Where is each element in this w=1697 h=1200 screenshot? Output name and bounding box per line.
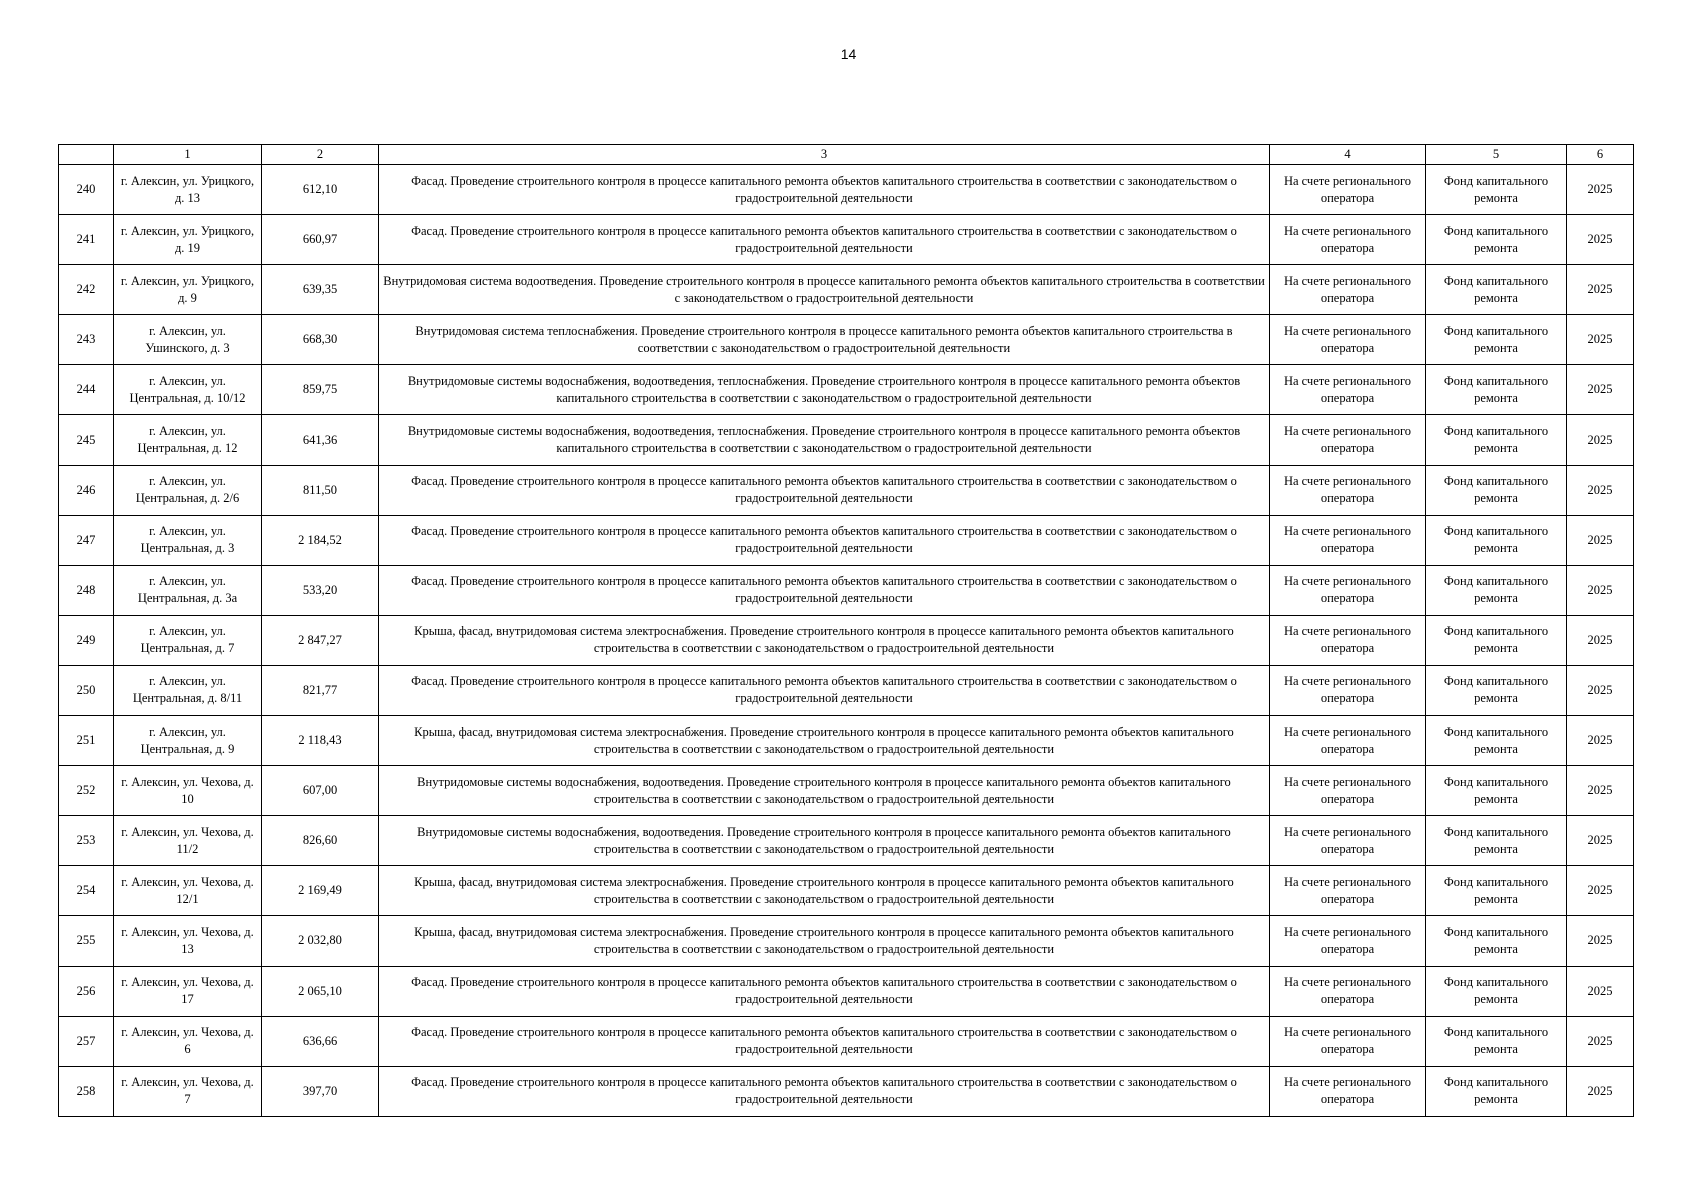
cell-area: 660,97 — [262, 215, 379, 265]
cell-num: 244 — [59, 365, 114, 415]
cell-works: Внутридомовые системы водоснабжения, водоотведения. Проведение строительного контроля в процессе капитального ремонта объектов капитального строительства в соответствии с законодательством о градостроительной деятельности — [379, 816, 1270, 866]
cell-account: На счете регионального оператора — [1270, 465, 1426, 515]
cell-year: 2025 — [1567, 265, 1634, 315]
cell-works: Крыша, фасад, внутридомовая система электроснабжения. Проведение строительного контроля в процессе капитального ремонта объектов капитального строительства в соответствии с законодательством о градостроительной деятельности — [379, 866, 1270, 916]
cell-address: г. Алексин, ул. Чехова, д. 17 — [114, 966, 262, 1016]
cell-works: Внутридомовая система водоотведения. Проведение строительного контроля в процессе капитального ремонта объектов капитального строительства в соответствии с законодательством о градостроительной деятельности — [379, 265, 1270, 315]
cell-account: На счете регионального оператора — [1270, 565, 1426, 615]
cell-works: Фасад. Проведение строительного контроля в процессе капитального ремонта объектов капитального строительства в соответствии с законодательством о градостроительной деятельности — [379, 565, 1270, 615]
cell-address: г. Алексин, ул. Центральная, д. 2/6 — [114, 465, 262, 515]
cell-address: г. Алексин, ул. Ушинского, д. 3 — [114, 315, 262, 365]
cell-account: На счете регионального оператора — [1270, 415, 1426, 465]
cell-address: г. Алексин, ул. Центральная, д. 9 — [114, 716, 262, 766]
cell-works: Фасад. Проведение строительного контроля в процессе капитального ремонта объектов капитального строительства в соответствии с законодательством о градостроительной деятельности — [379, 1016, 1270, 1066]
cell-source: Фонд капитального ремонта — [1426, 916, 1567, 966]
capital-repair-table — [58, 144, 1634, 1117]
table-row — [59, 766, 1634, 816]
cell-address: г. Алексин, ул. Центральная, д. 10/12 — [114, 365, 262, 415]
header-cell-3: 3 — [379, 145, 1270, 165]
cell-area: 612,10 — [262, 165, 379, 215]
cell-address: г. Алексин, ул. Чехова, д. 7 — [114, 1066, 262, 1116]
cell-year: 2025 — [1567, 365, 1634, 415]
cell-address: г. Алексин, ул. Центральная, д. 7 — [114, 615, 262, 665]
cell-account: На счете регионального оператора — [1270, 265, 1426, 315]
cell-source: Фонд капитального ремонта — [1426, 465, 1567, 515]
cell-address: г. Алексин, ул. Урицкого, д. 19 — [114, 215, 262, 265]
cell-address: г. Алексин, ул. Чехова, д. 6 — [114, 1016, 262, 1066]
cell-account: На счете регионального оператора — [1270, 1066, 1426, 1116]
header-row — [59, 145, 1634, 165]
header-cell-num — [59, 145, 114, 165]
cell-area: 2 065,10 — [262, 966, 379, 1016]
cell-num: 245 — [59, 415, 114, 465]
cell-works: Крыша, фасад, внутридомовая система электроснабжения. Проведение строительного контроля в процессе капитального ремонта объектов капитального строительства в соответствии с законодательством о градостроительной деятельности — [379, 716, 1270, 766]
cell-source: Фонд капитального ремонта — [1426, 866, 1567, 916]
cell-works: Фасад. Проведение строительного контроля в процессе капитального ремонта объектов капитального строительства в соответствии с законодательством о градостроительной деятельности — [379, 966, 1270, 1016]
cell-year: 2025 — [1567, 465, 1634, 515]
table-row — [59, 415, 1634, 465]
cell-works: Фасад. Проведение строительного контроля в процессе капитального ремонта объектов капитального строительства в соответствии с законодательством о градостроительной деятельности — [379, 515, 1270, 565]
page-number: 14 — [840, 46, 857, 62]
cell-area: 2 847,27 — [262, 615, 379, 665]
cell-area: 397,70 — [262, 1066, 379, 1116]
cell-area: 811,50 — [262, 465, 379, 515]
cell-num: 256 — [59, 966, 114, 1016]
header-cell-4: 4 — [1270, 145, 1426, 165]
cell-address: г. Алексин, ул. Урицкого, д. 13 — [114, 165, 262, 215]
cell-num: 251 — [59, 716, 114, 766]
cell-num: 253 — [59, 816, 114, 866]
cell-area: 636,66 — [262, 1016, 379, 1066]
cell-source: Фонд капитального ремонта — [1426, 966, 1567, 1016]
cell-year: 2025 — [1567, 615, 1634, 665]
cell-year: 2025 — [1567, 916, 1634, 966]
cell-source: Фонд капитального ремонта — [1426, 615, 1567, 665]
cell-account: На счете регионального оператора — [1270, 816, 1426, 866]
cell-account: На счете регионального оператора — [1270, 966, 1426, 1016]
cell-num: 258 — [59, 1066, 114, 1116]
table-row — [59, 665, 1634, 715]
cell-source: Фонд капитального ремонта — [1426, 565, 1567, 615]
cell-area: 668,30 — [262, 315, 379, 365]
cell-area: 2 184,52 — [262, 515, 379, 565]
cell-address: г. Алексин, ул. Центральная, д. 12 — [114, 415, 262, 465]
cell-address: г. Алексин, ул. Центральная, д. 3а — [114, 565, 262, 615]
cell-works: Крыша, фасад, внутридомовая система электроснабжения. Проведение строительного контроля в процессе капитального ремонта объектов капитального строительства в соответствии с законодательством о градостроительной деятельности — [379, 916, 1270, 966]
table-row — [59, 1016, 1634, 1066]
cell-source: Фонд капитального ремонта — [1426, 1066, 1567, 1116]
cell-source: Фонд капитального ремонта — [1426, 665, 1567, 715]
cell-area: 2 169,49 — [262, 866, 379, 916]
cell-year: 2025 — [1567, 515, 1634, 565]
cell-area: 826,60 — [262, 816, 379, 866]
cell-year: 2025 — [1567, 866, 1634, 916]
cell-source: Фонд капитального ремонта — [1426, 215, 1567, 265]
cell-account: На счете регионального оператора — [1270, 215, 1426, 265]
table-row — [59, 265, 1634, 315]
cell-num: 240 — [59, 165, 114, 215]
table-row — [59, 966, 1634, 1016]
cell-num: 249 — [59, 615, 114, 665]
cell-num: 243 — [59, 315, 114, 365]
cell-address: г. Алексин, ул. Центральная, д. 8/11 — [114, 665, 262, 715]
cell-source: Фонд капитального ремонта — [1426, 1016, 1567, 1066]
cell-source: Фонд капитального ремонта — [1426, 766, 1567, 816]
header-cell-2: 2 — [262, 145, 379, 165]
cell-works: Фасад. Проведение строительного контроля в процессе капитального ремонта объектов капитального строительства в соответствии с законодательством о градостроительной деятельности — [379, 215, 1270, 265]
cell-area: 639,35 — [262, 265, 379, 315]
cell-source: Фонд капитального ремонта — [1426, 415, 1567, 465]
cell-num: 242 — [59, 265, 114, 315]
cell-source: Фонд капитального ремонта — [1426, 165, 1567, 215]
table-row — [59, 615, 1634, 665]
cell-num: 241 — [59, 215, 114, 265]
cell-year: 2025 — [1567, 966, 1634, 1016]
table-row — [59, 315, 1634, 365]
header-cell-6: 6 — [1567, 145, 1634, 165]
table-row — [59, 465, 1634, 515]
cell-works: Фасад. Проведение строительного контроля в процессе капитального ремонта объектов капитального строительства в соответствии с законодательством о градостроительной деятельности — [379, 165, 1270, 215]
cell-account: На счете регионального оператора — [1270, 315, 1426, 365]
cell-account: На счете регионального оператора — [1270, 365, 1426, 415]
cell-address: г. Алексин, ул. Чехова, д. 11/2 — [114, 816, 262, 866]
cell-year: 2025 — [1567, 665, 1634, 715]
cell-works: Фасад. Проведение строительного контроля в процессе капитального ремонта объектов капитального строительства в соответствии с законодательством о градостроительной деятельности — [379, 665, 1270, 715]
table-row — [59, 565, 1634, 615]
cell-area: 641,36 — [262, 415, 379, 465]
table-row — [59, 716, 1634, 766]
cell-num: 257 — [59, 1016, 114, 1066]
cell-year: 2025 — [1567, 1016, 1634, 1066]
cell-works: Фасад. Проведение строительного контроля в процессе капитального ремонта объектов капитального строительства в соответствии с законодательством о градостроительной деятельности — [379, 465, 1270, 515]
cell-num: 254 — [59, 866, 114, 916]
cell-area: 607,00 — [262, 766, 379, 816]
table-row — [59, 165, 1634, 215]
cell-account: На счете регионального оператора — [1270, 866, 1426, 916]
cell-num: 248 — [59, 565, 114, 615]
cell-account: На счете регионального оператора — [1270, 665, 1426, 715]
cell-year: 2025 — [1567, 816, 1634, 866]
cell-address: г. Алексин, ул. Урицкого, д. 9 — [114, 265, 262, 315]
cell-account: На счете регионального оператора — [1270, 716, 1426, 766]
cell-area: 821,77 — [262, 665, 379, 715]
table-body — [59, 165, 1634, 1117]
cell-year: 2025 — [1567, 315, 1634, 365]
cell-area: 533,20 — [262, 565, 379, 615]
table-row — [59, 816, 1634, 866]
cell-account: На счете регионального оператора — [1270, 916, 1426, 966]
cell-works: Внутридомовые системы водоснабжения, водоотведения, теплоснабжения. Проведение строительного контроля в процессе капитального ремонта объектов капитального строительства в соответствии с законодательством о градостроительной деятельности — [379, 365, 1270, 415]
cell-account: На счете регионального оператора — [1270, 1016, 1426, 1066]
cell-year: 2025 — [1567, 165, 1634, 215]
table-row — [59, 916, 1634, 966]
cell-area: 2 032,80 — [262, 916, 379, 966]
cell-source: Фонд капитального ремонта — [1426, 816, 1567, 866]
cell-num: 246 — [59, 465, 114, 515]
table-row — [59, 365, 1634, 415]
cell-year: 2025 — [1567, 415, 1634, 465]
cell-source: Фонд капитального ремонта — [1426, 515, 1567, 565]
cell-address: г. Алексин, ул. Чехова, д. 12/1 — [114, 866, 262, 916]
cell-area: 2 118,43 — [262, 716, 379, 766]
cell-area: 859,75 — [262, 365, 379, 415]
cell-account: На счете регионального оператора — [1270, 615, 1426, 665]
cell-source: Фонд капитального ремонта — [1426, 265, 1567, 315]
header-cell-1: 1 — [114, 145, 262, 165]
table-row — [59, 1066, 1634, 1116]
table-row — [59, 866, 1634, 916]
cell-address: г. Алексин, ул. Чехова, д. 10 — [114, 766, 262, 816]
cell-works: Внутридомовая система теплоснабжения. Проведение строительного контроля в процессе капитального ремонта объектов капитального строительства в соответствии с законодательством о градостроительной деятельности — [379, 315, 1270, 365]
cell-address: г. Алексин, ул. Чехова, д. 13 — [114, 916, 262, 966]
table-row — [59, 215, 1634, 265]
cell-account: На счете регионального оператора — [1270, 165, 1426, 215]
cell-account: На счете регионального оператора — [1270, 515, 1426, 565]
cell-year: 2025 — [1567, 565, 1634, 615]
cell-source: Фонд капитального ремонта — [1426, 716, 1567, 766]
cell-year: 2025 — [1567, 716, 1634, 766]
cell-works: Внутридомовые системы водоснабжения, водоотведения. Проведение строительного контроля в процессе капитального ремонта объектов капитального строительства в соответствии с законодательством о градостроительной деятельности — [379, 766, 1270, 816]
cell-year: 2025 — [1567, 766, 1634, 816]
cell-source: Фонд капитального ремонта — [1426, 315, 1567, 365]
cell-year: 2025 — [1567, 1066, 1634, 1116]
cell-works: Крыша, фасад, внутридомовая система электроснабжения. Проведение строительного контроля в процессе капитального ремонта объектов капитального строительства в соответствии с законодательством о градостроительной деятельности — [379, 615, 1270, 665]
cell-num: 252 — [59, 766, 114, 816]
cell-works: Внутридомовые системы водоснабжения, водоотведения, теплоснабжения. Проведение строительного контроля в процессе капитального ремонта объектов капитального строительства в соответствии с законодательством о градостроительной деятельности — [379, 415, 1270, 465]
cell-address: г. Алексин, ул. Центральная, д. 3 — [114, 515, 262, 565]
table-row — [59, 515, 1634, 565]
header-cell-5: 5 — [1426, 145, 1567, 165]
cell-num: 255 — [59, 916, 114, 966]
cell-account: На счете регионального оператора — [1270, 766, 1426, 816]
cell-year: 2025 — [1567, 215, 1634, 265]
cell-works: Фасад. Проведение строительного контроля в процессе капитального ремонта объектов капитального строительства в соответствии с законодательством о градостроительной деятельности — [379, 1066, 1270, 1116]
cell-num: 250 — [59, 665, 114, 715]
cell-num: 247 — [59, 515, 114, 565]
cell-source: Фонд капитального ремонта — [1426, 365, 1567, 415]
